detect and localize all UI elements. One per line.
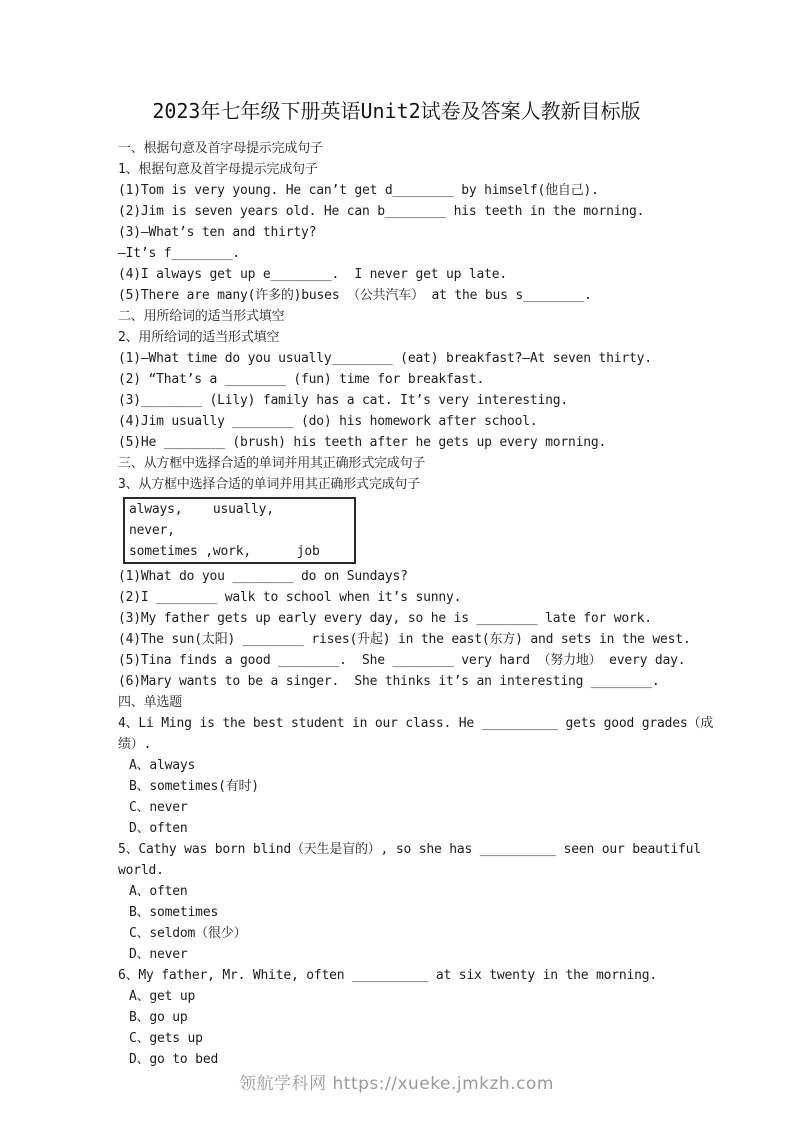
part3-item-3: (3)My father gets up early every day, so he is ________ late for work. <box>118 611 652 626</box>
question-4-option-b: B、sometimes(有时) <box>129 779 259 794</box>
question-6-option-b: B、go up <box>129 1010 188 1025</box>
part1-subheading: 1、根据句意及首字母提示完成句子 <box>118 162 318 177</box>
part3-item-5: (5)Tina finds a good ________. She ________ very hard （努力地） every day. <box>118 653 686 668</box>
question-6-stem: 6、My father, Mr. White, often __________ at six twenty in the morning. <box>118 968 658 983</box>
part1-item-4: (4)I always get up e________. I never get up late. <box>118 267 507 282</box>
question-4-stem: 4、Li Ming is the best student in our class. He __________ gets good grades（成绩）. <box>118 716 714 752</box>
question-6-option-d: D、go to bed <box>129 1052 219 1067</box>
question-5-option-b: B、sometimes <box>129 905 219 920</box>
part3-subheading: 3、从方框中选择合适的单词并用其正确形式完成句子 <box>118 477 421 492</box>
part1-item-3-answer: —It’s f________. <box>118 246 241 261</box>
part1-item-1: (1)Tom is very young. He can’t get d________ by himself(他自己). <box>118 183 599 198</box>
word-bank-line-2: sometimes ,work, job <box>129 544 320 559</box>
part4-heading: 四、单选题 <box>118 695 183 710</box>
part2-heading: 二、用所给词的适当形式填空 <box>118 309 285 324</box>
question-4-option-d: D、often <box>129 821 188 836</box>
word-bank-line-1: always, usually, never, <box>129 502 320 538</box>
part1-item-3: (3)—What’s ten and thirty? <box>118 225 317 240</box>
part2-item-2: (2) “That’s a ________ (fun) time for breakfast. <box>118 372 485 387</box>
part3-heading: 三、从方框中选择合适的单词并用其正确形式完成句子 <box>118 456 426 471</box>
part3-item-4: (4)The sun(太阳) ________ rises(升起) in the east(东方) and sets in the west. <box>118 632 691 647</box>
question-6-option-c: C、gets up <box>129 1031 203 1046</box>
exam-body <box>118 138 714 1070</box>
part2-item-3: (3)________ (Lily) family has a cat. It’s very interesting. <box>118 393 568 408</box>
part1-item-2: (2)Jim is seven years old. He can b________ his teeth in the morning. <box>118 204 645 219</box>
part1-heading: 一、根据句意及首字母提示完成句子 <box>118 141 323 156</box>
question-4-option-a: A、always <box>129 758 196 773</box>
watermark-footer: 领航学科网 https://xueke.jmkzh.com <box>239 1074 554 1094</box>
part3-item-6: (6)Mary wants to be a singer. She thinks it’s an interesting ________. <box>118 674 660 689</box>
question-6-option-a: A、get up <box>129 989 196 1004</box>
part2-item-5: (5)He ________ (brush) his teeth after he gets up every morning. <box>118 435 607 450</box>
page-title: 2023年七年级下册英语Unit2试卷及答案人教新目标版 <box>152 99 641 123</box>
part3-item-1: (1)What do you ________ do on Sundays? <box>118 569 408 584</box>
question-5-stem: 5、Cathy was born blind（天生是盲的）, so she has __________ seen our beautiful world. <box>118 842 709 878</box>
part2-item-1: (1)—What time do you usually________ (eat) breakfast?—At seven thirty. <box>118 351 652 366</box>
part2-subheading: 2、用所给词的适当形式填空 <box>118 330 280 345</box>
question-5-option-a: A、often <box>129 884 188 899</box>
part3-item-2: (2)I ________ walk to school when it’s sunny. <box>118 590 462 605</box>
question-5-option-d: D、never <box>129 947 188 962</box>
part2-item-4: (4)Jim usually ________ (do) his homework after school. <box>118 414 538 429</box>
part1-item-5: (5)There are many(许多的)buses （公共汽车） at the bus s________. <box>118 288 592 303</box>
word-bank-box <box>123 497 356 564</box>
question-4-option-c: C、never <box>129 800 188 815</box>
question-5-option-c: C、seldom（很少） <box>129 926 247 941</box>
